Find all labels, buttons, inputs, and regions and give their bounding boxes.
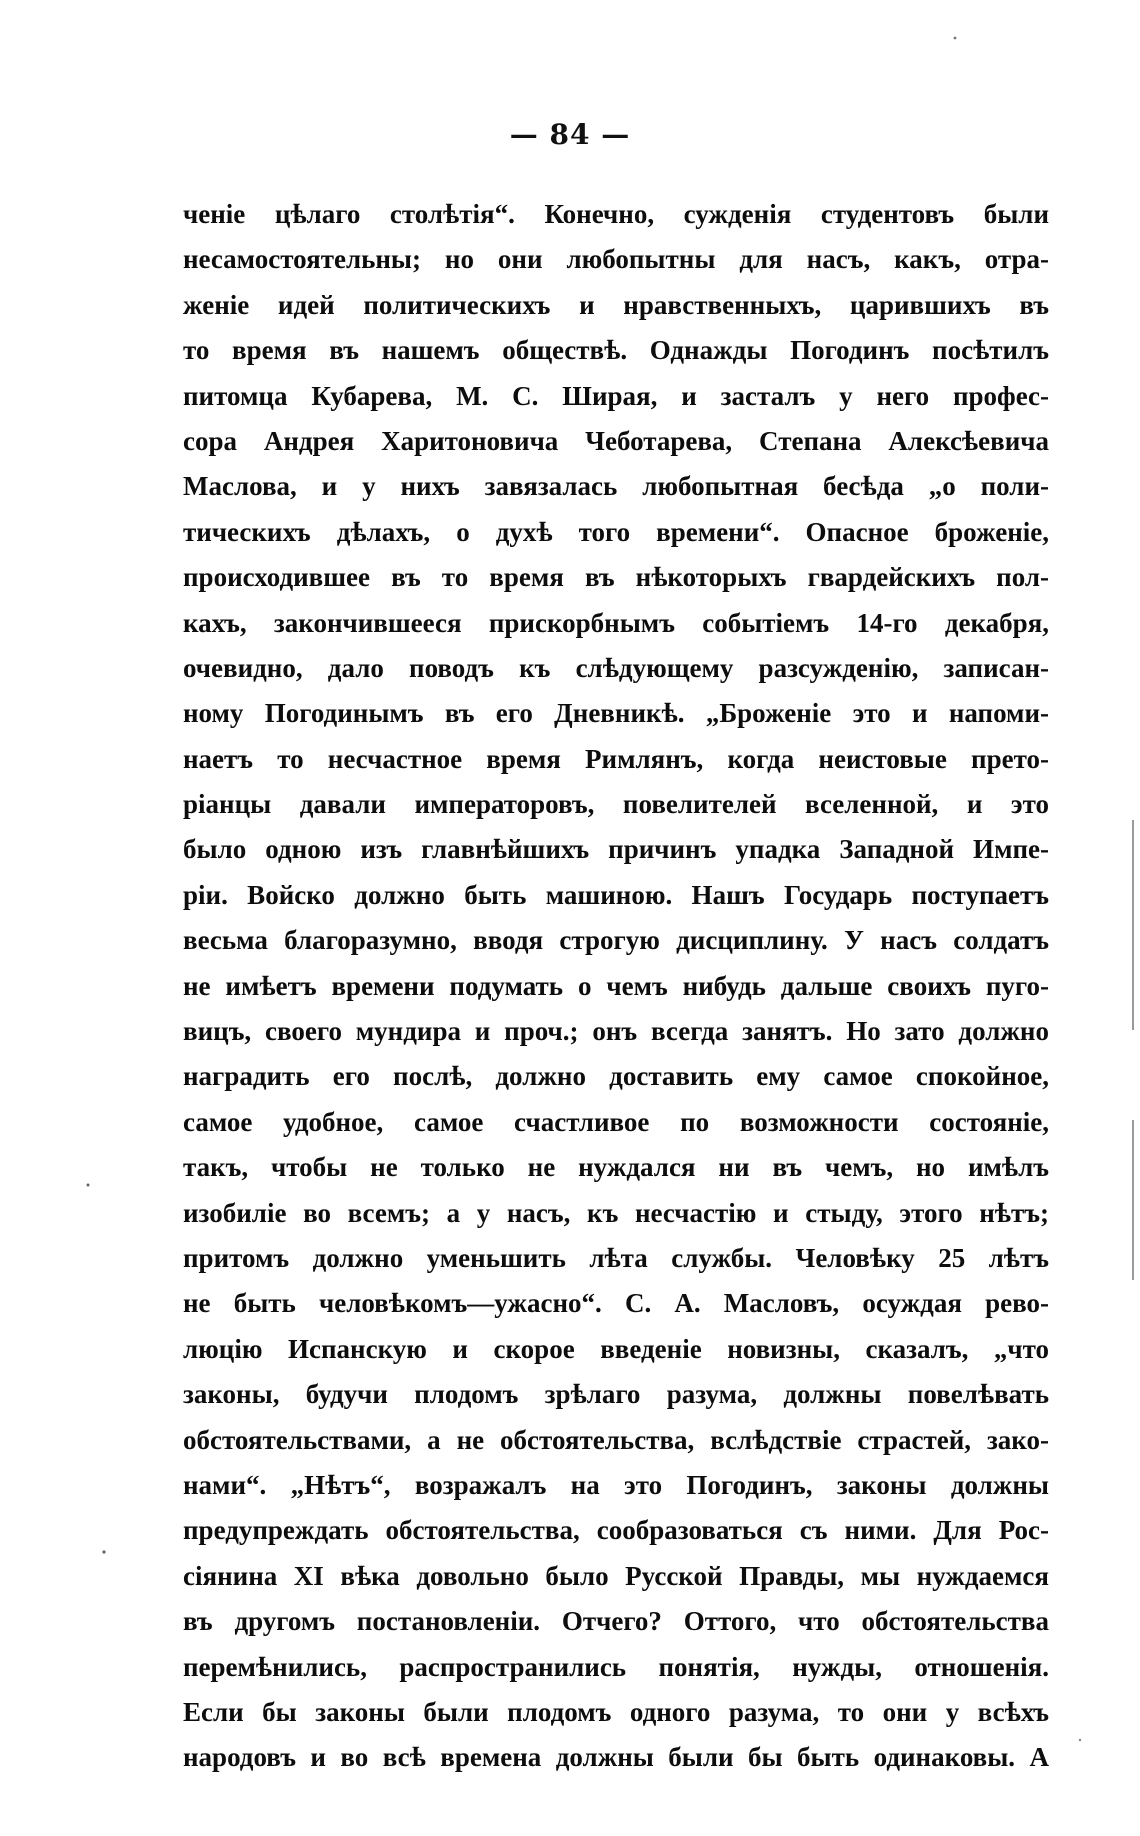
text-line: самое удобное, самое счастливое по возможности состояніе,	[183, 1106, 1049, 1137]
text-line: ріанцы давали императоровъ, повелителей вселенной, и это	[183, 789, 1049, 820]
text-line: очевидно, дало поводъ къ слѣдующему разсужденію, записан-	[183, 652, 1049, 683]
text-line: наетъ то несчастное время Римлянъ, когда неистовые прето-	[183, 743, 1049, 774]
text-line: люцію Испанскую и скорое введеніе новизны, сказалъ, „что	[183, 1333, 1049, 1364]
body-text	[183, 192, 1049, 1781]
speck	[954, 37, 957, 40]
text-line: то время въ нашемъ обществѣ. Однажды Погодинъ посѣтилъ	[183, 335, 1049, 366]
text-line: не имѣетъ времени подумать о чемъ нибудь дальше своихъ пуго-	[183, 970, 1049, 1001]
text-line: въ другомъ постановленіи. Отчего? Оттого, что обстоятельства	[183, 1606, 1049, 1637]
text-line: тическихъ дѣлахъ, о духѣ того времени“. Опасное броженіе,	[183, 516, 1049, 547]
text-line: происходившее въ то время въ нѣкоторыхъ гвардейскихъ пол-	[183, 562, 1049, 593]
text-line: сора Андрея Харитоновича Чеботарева, Степана Алексѣевича	[183, 425, 1049, 456]
text-line: Если бы законы были плодомъ одного разума, то они у всѣхъ	[183, 1696, 1049, 1727]
text-line: перемѣнились, распространились понятія, нужды, отношенія.	[183, 1651, 1049, 1682]
text-line: было одною изъ главнѣйшихъ причинъ упадка Западной Импе-	[183, 834, 1049, 865]
text-line: вицъ, своего мундира и проч.; онъ всегда занятъ. Но зато должно	[183, 1016, 1049, 1047]
text-line: предупреждать обстоятельства, сообразоваться съ ними. Для Рос-	[183, 1515, 1049, 1546]
page-number: — 84 —	[509, 118, 631, 151]
text-line: Маслова, и у нихъ завязалась любопытная бесѣда „о поли-	[183, 471, 1049, 502]
text-line: нами“. „Нѣтъ“, возражалъ на это Погодинъ, законы должны	[183, 1469, 1049, 1500]
text-line: законы, будучи плодомъ зрѣлаго разума, должны повелѣвать	[183, 1379, 1049, 1410]
text-line: кахъ, закончившееся прискорбнымъ событіемъ 14-го декабря,	[183, 607, 1049, 638]
text-line: сіянина XI вѣка довольно было Русской Правды, мы нуждаемся	[183, 1560, 1049, 1591]
text-line: ному Погодинымъ въ его Дневникѣ. „Броженіе это и напоми-	[183, 698, 1049, 729]
text-line: народовъ и во всѣ времена должны были бы быть одинаковы. А	[183, 1742, 1049, 1773]
text-line: ченіе цѣлаго столѣтія“. Конечно, сужденія студентовъ были	[183, 199, 1049, 229]
text-line: обстоятельствами, а не обстоятельства, вслѣдствіе страстей, зако-	[183, 1424, 1049, 1455]
text-line: весьма благоразумно, вводя строгую дисциплину. У насъ солдатъ	[183, 925, 1049, 956]
scan-edge-mark	[1132, 1120, 1134, 1280]
speck	[1079, 1739, 1081, 1741]
text-line: женіе идей политическихъ и нравственныхъ, царившихъ въ	[183, 289, 1049, 320]
text-line: несамостоятельны; но они любопытны для насъ, какъ, отра-	[183, 244, 1049, 275]
text-line: наградить его послѣ, должно доставить ему самое спокойное,	[183, 1061, 1049, 1092]
text-line: такъ, чтобы не только не нуждался ни въ чемъ, но имѣлъ	[183, 1152, 1049, 1183]
text-line: ріи. Войско должно быть машиною. Нашъ Государь поступаетъ	[183, 879, 1049, 910]
text-line: не быть человѣкомъ—ужасно“. С. А. Масловъ, осуждая рево-	[183, 1288, 1049, 1319]
speck	[102, 1550, 105, 1553]
text-line: изобиліе во всемъ; а у насъ, къ несчастію и стыду, этого нѣтъ;	[183, 1197, 1049, 1228]
scan-edge-mark	[1132, 820, 1134, 1030]
speck	[87, 1184, 90, 1187]
text-line: питомца Кубарева, М. С. Ширая, и засталъ у него профес-	[183, 380, 1049, 411]
text-line: притомъ должно уменьшить лѣта службы. Человѣку 25 лѣтъ	[183, 1242, 1049, 1273]
